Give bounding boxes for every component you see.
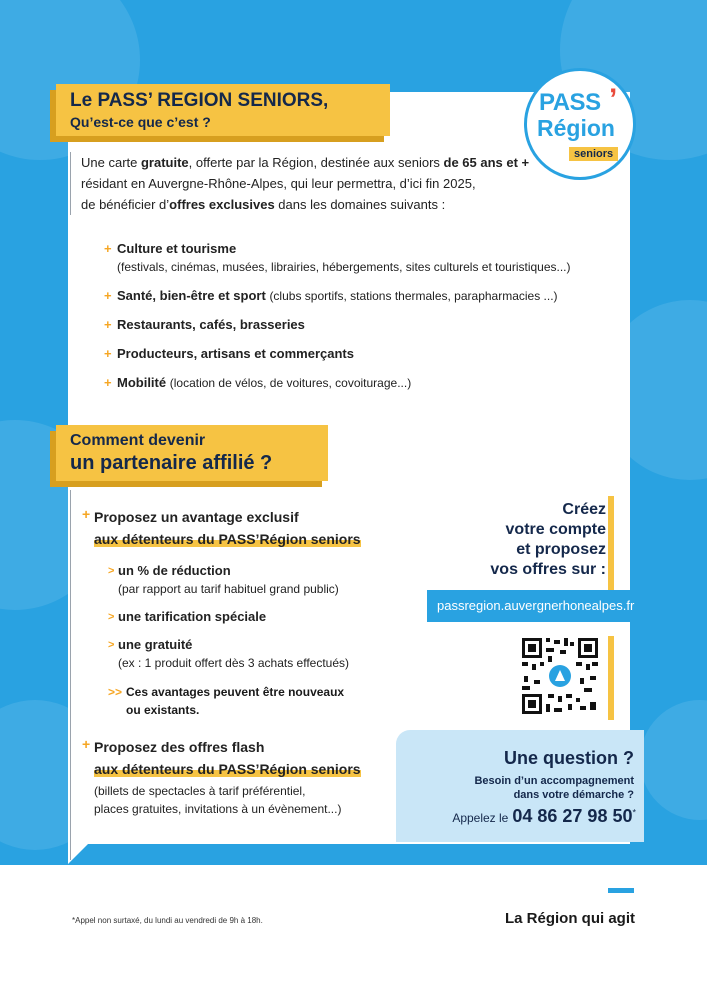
advantage-detail: (par rapport au tarif habituel grand public) (118, 582, 339, 596)
intro-text: de bénéficier d’ (81, 197, 170, 212)
left-divider-line (70, 490, 71, 860)
domain-title: Culture et tourisme (117, 241, 237, 256)
plus-icon: + (104, 346, 112, 361)
list-item (108, 636, 349, 672)
cta-line: Créez (562, 501, 606, 518)
intro-paragraph (70, 152, 550, 215)
list-item (104, 287, 571, 305)
title-line-1: Le PASS’ REGION SENIORS, (70, 90, 329, 111)
advantage-title: une gratuité (118, 637, 193, 652)
footer-accent-line (608, 888, 634, 893)
item-detail: places gratuites, invitations à un évènement...) (94, 802, 342, 816)
domain-title: Restaurants, cafés, brasseries (117, 317, 305, 332)
item-heading-highlight: aux détenteurs du PASS’Région seniors (94, 531, 361, 547)
website-link[interactable]: passregion.auvergnerhonealpes.fr (427, 590, 639, 622)
domain-detail: (clubs sportifs, stations thermales, parapharmacies ...) (269, 289, 558, 303)
question-subtitle (434, 774, 634, 802)
domain-title: Producteurs, artisans et commerçants (117, 346, 354, 361)
advantages-list (108, 562, 349, 682)
cta-line: vos offres sur : (490, 561, 606, 578)
intro-line (81, 194, 550, 215)
partner-item (84, 506, 361, 550)
intro-line (81, 152, 550, 173)
footer-brand-slogan: La Région qui agit (505, 910, 635, 927)
intro-bold: de 65 ans et + (443, 155, 530, 170)
advantage-detail: (ex : 1 produit offert dès 3 achats effectués) (118, 656, 350, 670)
logo-pass-text: PASS (539, 89, 601, 116)
domains-list (104, 240, 571, 403)
cta-line: et proposez (516, 541, 606, 558)
advantage-title: un % de réduction (118, 563, 231, 578)
question-box (396, 730, 644, 842)
question-subtitle-line: dans votre démarche ? (513, 789, 634, 801)
call-label: Appelez le (452, 811, 509, 825)
list-item (108, 562, 349, 598)
domain-detail: (location de vélos, de voitures, covoiturage...) (169, 376, 412, 390)
intro-text: dans les domaines suivants : (274, 197, 446, 212)
title-line-2: Qu’est-ce que c’est ? (70, 114, 211, 130)
section2-title-line-1: Comment devenir (70, 432, 206, 449)
logo-seniors-tag: seniors (569, 147, 618, 161)
partner-item (84, 736, 361, 818)
accent-bar (608, 636, 614, 720)
plus-icon: + (104, 317, 112, 332)
plus-icon: + (104, 288, 112, 303)
partner-item-exclusive (84, 506, 361, 550)
create-account-callout (430, 500, 606, 580)
question-title: Une question ? (504, 748, 634, 768)
item-detail: (billets de spectacles à tarif préférentiel, (94, 784, 306, 798)
logo-region-text: Région (537, 115, 615, 141)
plus-icon: + (82, 736, 91, 752)
plus-icon: + (104, 375, 112, 390)
item-heading: Proposez un avantage exclusif (94, 509, 299, 525)
chevron-right-icon: > (108, 565, 115, 577)
intro-text: , offerte par la Région, destinée aux seniors (188, 155, 444, 170)
background-shape (640, 700, 707, 820)
phone-contact[interactable] (452, 806, 636, 827)
plus-icon: + (82, 506, 91, 522)
list-item (104, 374, 571, 392)
intro-bold: offres exclusives (169, 197, 275, 212)
double-chevron-icon: >> (108, 685, 123, 699)
list-item (108, 608, 349, 626)
advantages-note (108, 683, 344, 719)
chevron-right-icon: > (108, 611, 115, 623)
intro-bold: gratuite (140, 155, 189, 170)
domain-detail: (festivals, cinémas, musées, librairies, hébergements, sites culturels et touristiques...) (117, 260, 571, 274)
advantage-title: une tarification spéciale (118, 609, 267, 624)
intro-line: résidant en Auvergne-Rhône-Alpes, qui leur permettra, d’ici fin 2025, (81, 176, 476, 191)
list-item (104, 345, 571, 363)
logo-accent-mark: ’ (609, 83, 618, 116)
footnote: *Appel non surtaxé, du lundi au vendredi de 9h à 18h. (72, 916, 263, 925)
plus-icon: + (104, 241, 112, 256)
phone-number[interactable]: 04 86 27 98 50 (512, 806, 633, 826)
list-item (104, 240, 571, 276)
list-item (104, 316, 571, 334)
qr-code[interactable] (520, 636, 600, 716)
title-banner-what-is (56, 84, 390, 136)
title-banner-become-partner (56, 425, 328, 481)
item-heading-highlight: aux détenteurs du PASS’Région seniors (94, 761, 361, 777)
domain-title: Santé, bien-être et sport (117, 288, 266, 303)
item-heading: Proposez des offres flash (94, 739, 265, 755)
cta-line: votre compte (505, 521, 606, 538)
intro-text: Une carte (81, 155, 141, 170)
partner-item-flash (84, 736, 361, 818)
section2-title-line-2: un partenaire affilié ? (70, 452, 273, 474)
domain-title: Mobilité (117, 375, 167, 390)
accent-bar (608, 496, 614, 596)
chevron-right-icon: > (108, 639, 115, 651)
qr-code-graphic (520, 636, 600, 716)
note-line: ou existants. (126, 703, 200, 717)
note-line: Ces avantages peuvent être nouveaux (126, 685, 345, 699)
speech-bubble-tail (68, 840, 92, 864)
footnote-marker: * (632, 807, 636, 818)
question-subtitle-line: Besoin d’un accompagnement (474, 775, 634, 787)
